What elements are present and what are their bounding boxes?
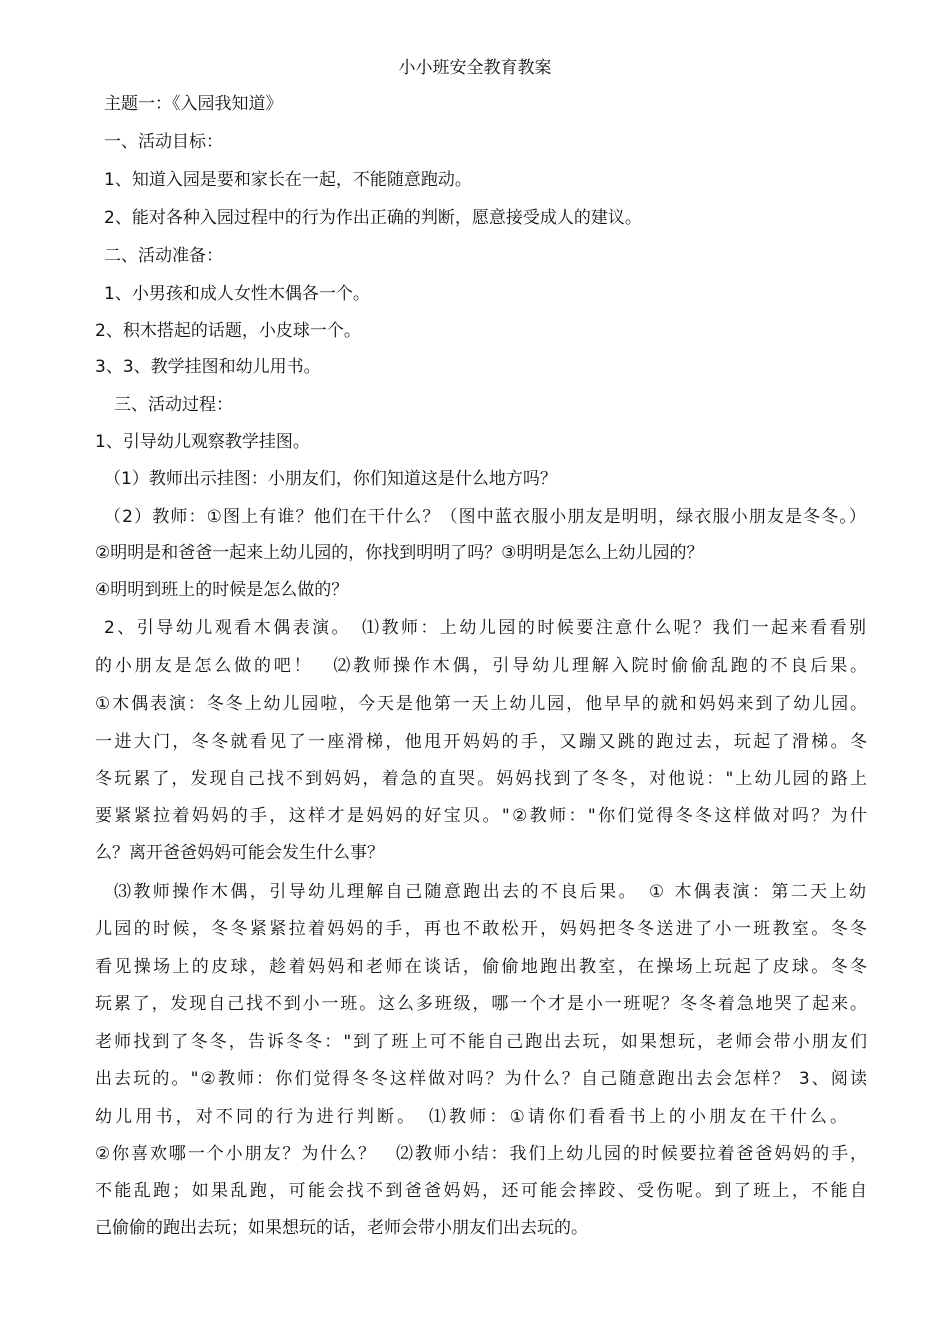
preparation-item-2: 2、积木搭起的话题，小皮球一个。 xyxy=(95,321,361,341)
paragraph-line: 么？离开爸爸妈妈可能会发生什么事？ xyxy=(95,843,384,863)
paragraph-line: ④明明到班上的时候是怎么做的？ xyxy=(95,580,349,600)
process-step-1-1: （1）教师出示挂图：小朋友们，你们知道这是什么地方吗？ xyxy=(104,469,557,489)
document-title: 小小班安全教育教案 xyxy=(398,58,552,78)
paragraph-line: ②明明是和爸爸一起来上幼儿园的，你找到明明了吗？③明明是怎么上幼儿园的？ xyxy=(95,543,704,563)
goal-item-2: 2、能对各种入园过程中的行为作出正确的判断，愿意接受成人的建议。 xyxy=(104,208,642,228)
paragraph-line: 冬玩累了，发现自己找不到妈妈，着急的直哭。妈妈找到了冬冬，对他说："上幼儿园的路上 xyxy=(95,769,867,789)
theme-heading: 主题一：《入园我知道》 xyxy=(104,94,283,114)
paragraph-line: 的小朋友是怎么做的吧！ ⑵教师操作木偶，引导幼儿理解入院时偷偷乱跑的不良后果。 xyxy=(95,656,867,676)
paragraph-line: ②你喜欢哪一个小朋友？为什么？ ⑵教师小结：我们上幼儿园的时候要拉着爸爸妈妈的手， xyxy=(95,1144,867,1164)
paragraph-line: ①木偶表演：冬冬上幼儿园啦，今天是他第一天上幼儿园，他早早的就和妈妈来到了幼儿园。 xyxy=(95,694,867,714)
paragraph-line: 一进大门，冬冬就看见了一座滑梯，他甩开妈妈的手，又蹦又跳的跑过去，玩起了滑梯。冬 xyxy=(95,732,867,752)
paragraph-line: ⑶教师操作木偶，引导幼儿理解自己随意跑出去的不良后果。 ① 木偶表演：第二天上幼 xyxy=(114,882,866,902)
process-step-1: 1、引导幼儿观察教学挂图。 xyxy=(95,432,310,452)
paragraph-line: 不能乱跑；如果乱跑，可能会找不到爸爸妈妈，还可能会摔跤、受伤呢。到了班上，不能自 xyxy=(95,1181,867,1201)
paragraph-line: 看见操场上的皮球，趁着妈妈和老师在谈话，偷偷地跑出教室，在操场上玩起了皮球。冬冬 xyxy=(95,957,867,977)
paragraph-line: 老师找到了冬冬，告诉冬冬："到了班上可不能自己跑出去玩，如果想玩，老师会带小朋友们 xyxy=(95,1032,867,1052)
paragraph-line: （2）教师：①图上有谁？他们在干什么？（图中蓝衣服小朋友是明明，绿衣服小朋友是冬冬。） xyxy=(104,507,866,527)
section-heading-goals: 一、活动目标： xyxy=(104,132,223,152)
paragraph-line: 出去玩的。"②教师：你们觉得冬冬这样做对吗？为什么？自己随意跑出去会怎样？ 3、阅读 xyxy=(95,1069,867,1089)
section-heading-preparation: 二、活动准备： xyxy=(104,246,223,266)
paragraph-line: 幼儿用书，对不同的行为进行判断。 ⑴教师：①请你们看看书上的小朋友在干什么。 xyxy=(95,1107,847,1127)
preparation-item-3: 3、3、教学挂图和幼儿用书。 xyxy=(95,357,321,377)
preparation-item-1: 1、小男孩和成人女性木偶各一个。 xyxy=(104,284,370,304)
paragraph-line: 2、引导幼儿观看木偶表演。 ⑴教师：上幼儿园的时候要注意什么呢？我们一起来看看别 xyxy=(104,618,866,638)
paragraph-line: 己偷偷的跑出去玩；如果想玩的话，老师会带小朋友们出去玩的。 xyxy=(95,1218,588,1238)
paragraph-line: 要紧紧拉着妈妈的手，这样才是妈妈的好宝贝。"②教师："你们觉得冬冬这样做对吗？为什 xyxy=(95,806,867,826)
paragraph-line: 儿园的时候，冬冬紧紧拉着妈妈的手，再也不敢松开，妈妈把冬冬送进了小一班教室。冬冬 xyxy=(95,919,867,939)
paragraph-line: 玩累了，发现自己找不到小一班。这么多班级，哪一个才是小一班呢？冬冬着急地哭了起来。 xyxy=(95,994,867,1014)
goal-item-1: 1、知道入园是要和家长在一起，不能随意跑动。 xyxy=(104,170,472,190)
section-heading-process: 三、活动过程： xyxy=(114,395,233,415)
